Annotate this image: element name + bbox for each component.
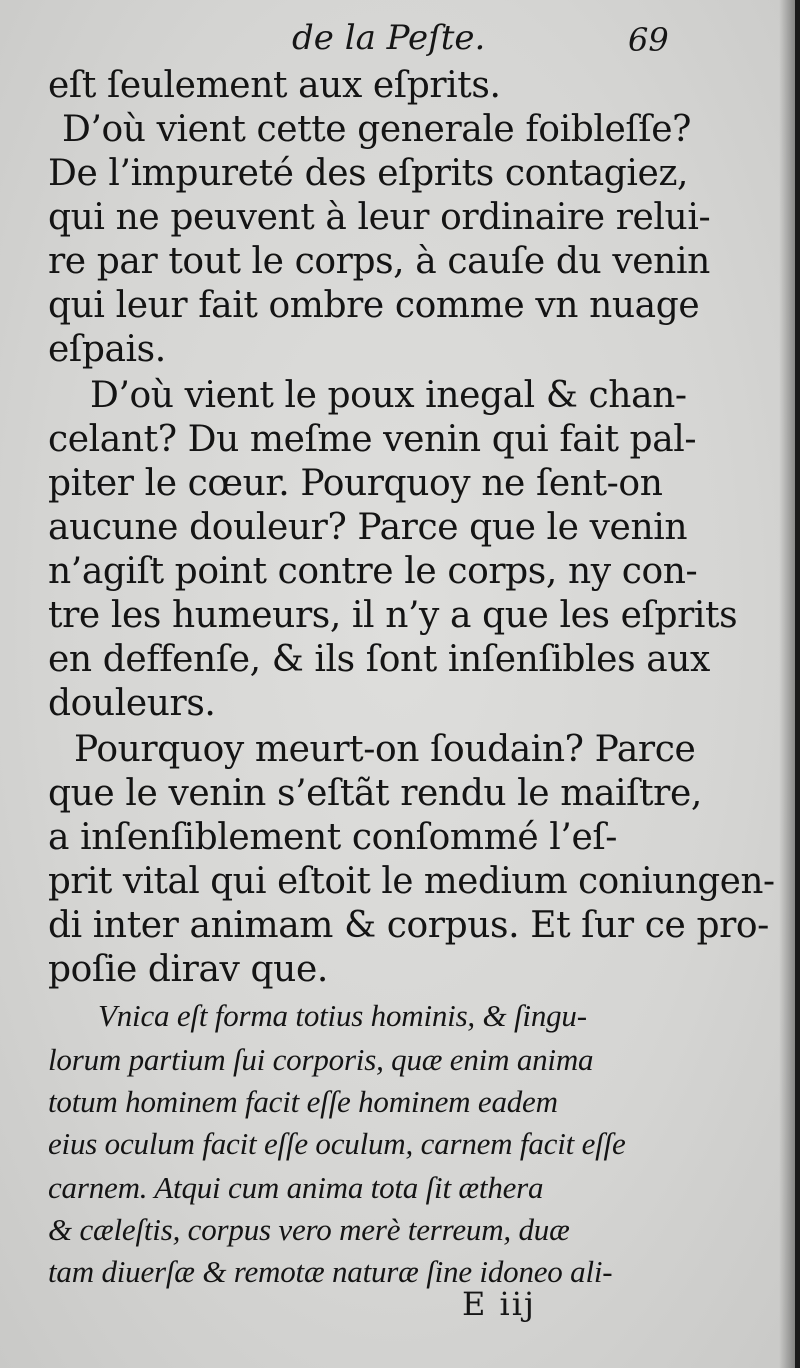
text-line: que le venin s’eſtãt rendu le maiſtre,: [48, 773, 702, 814]
text-line: tam diuerſæ & remotæ naturæ ſine idoneo ali-: [48, 1254, 613, 1289]
text-line: n’agiſt point contre le corps, ny con-: [48, 551, 698, 592]
text-line: douleurs.: [48, 683, 216, 724]
text-line: di inter animam & corpus. Et ſur ce pro-: [48, 905, 769, 946]
text-line: celant? Du meſme venin qui fait pal-: [48, 419, 697, 460]
text-line: totum hominem facit eſſe hominem eadem: [48, 1084, 558, 1119]
text-line: prit vital qui eſtoit le medium coniungen-: [48, 861, 775, 902]
page-edge-shadow: [779, 0, 795, 1368]
text-line: De l’impureté des eſprits contagiez,: [48, 153, 689, 194]
text-line: D’où vient le poux inegal & chan-: [90, 375, 687, 416]
running-head: de la Peſte.: [292, 18, 486, 58]
text-line: qui ne peuvent à leur ordinaire relui-: [48, 197, 711, 238]
text-line: en deffenſe, & ils ſont inſenſibles aux: [48, 639, 710, 680]
text-line: Vnica eſt forma totius hominis, & ſingu-: [98, 998, 587, 1033]
page-number: 69: [628, 21, 669, 59]
text-line: Pourquoy meurt-on ſoudain? Parce: [74, 729, 696, 770]
text-line: eius oculum facit eſſe oculum, carnem facit eſſe: [48, 1126, 626, 1161]
text-line: & cæleſtis, corpus vero merè terreum, duæ: [48, 1212, 570, 1247]
text-line: qui leur fait ombre comme vn nuage: [48, 285, 700, 326]
text-line: lorum partium ſui corporis, quæ enim anima: [48, 1042, 594, 1077]
text-line: eſpais.: [48, 329, 166, 370]
text-line: re par tout le corps, à cauſe du venin: [48, 241, 710, 282]
text-line: a inſenſiblement conſommé l’eſ-: [48, 817, 618, 858]
text-line: D’où vient cette generale foibleſſe?: [62, 109, 692, 150]
text-line: poſie dirav que.: [48, 949, 328, 990]
text-line: eſt ſeulement aux eſprits.: [48, 65, 501, 106]
text-line: piter le cœur. Pourquoy ne ſent-on: [48, 463, 663, 504]
signature-mark: E iij: [462, 1285, 536, 1323]
text-line: tre les humeurs, il n’y a que les eſprits: [48, 595, 738, 636]
text-line: carnem. Atqui cum anima tota ſit æthera: [48, 1170, 544, 1205]
text-line: aucune douleur? Parce que le venin: [48, 507, 688, 548]
